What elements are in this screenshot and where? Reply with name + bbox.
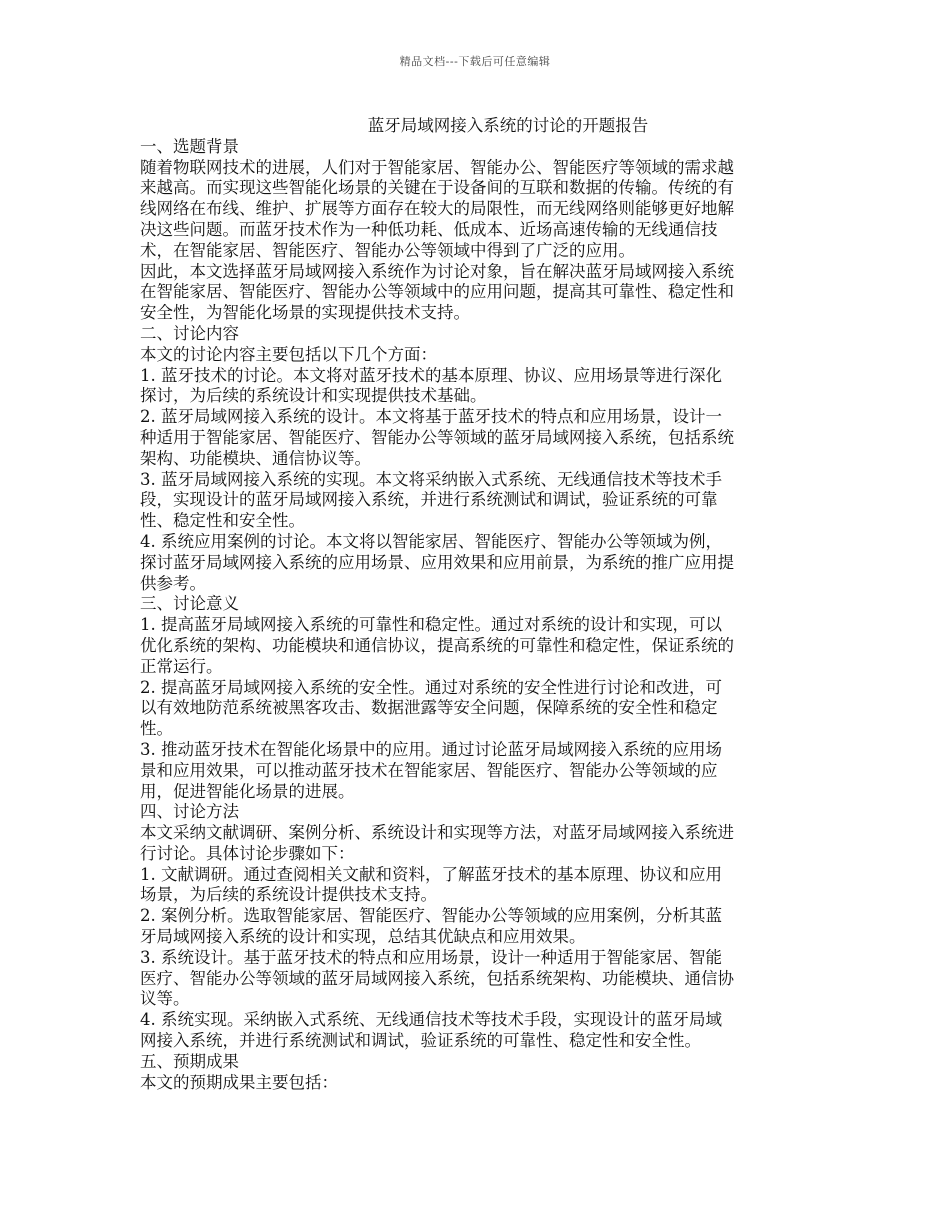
list-item-line: 3. 推动蓝牙技术在智能化场景中的应用。通过讨论蓝牙局域网接入系统的应用场 (140, 739, 722, 759)
list-item-line: 供参考。 (140, 573, 206, 593)
list-item-line: 种适用于智能家居、智能医疗、智能办公等领域的蓝牙局域网接入系统，包括系统 (140, 427, 734, 447)
list-item-line: 用，促进智能化场景的进展。 (140, 781, 355, 801)
paragraph-line: 线网络在布线、维护、扩展等方面存在较大的局限性，而无线网络则能够更好地解 (140, 199, 734, 219)
list-item-line: 景和应用效果，可以推动蓝牙技术在智能家居、智能医疗、智能办公等领域的应 (140, 760, 718, 780)
list-item-line: 场景，为后续的系统设计提供技术支持。 (140, 885, 437, 905)
list-item-line: 探讨蓝牙局域网接入系统的应用场景、应用效果和应用前景，为系统的推广应用提 (140, 552, 734, 572)
paragraph-line: 来越高。而实现这些智能化场景的关键在于设备间的互联和数据的传输。传统的有 (140, 178, 734, 198)
paragraph-line: 安全性，为智能化场景的实现提供技术支持。 (140, 303, 470, 323)
paragraph-line: 因此，本文选择蓝牙局域网接入系统作为讨论对象，旨在解决蓝牙局域网接入系统 (140, 261, 734, 281)
list-item-line: 2. 提高蓝牙局域网接入系统的安全性。通过对系统的安全性进行讨论和改进，可 (140, 677, 722, 697)
list-item-line: 4. 系统应用案例的讨论。本文将以智能家居、智能医疗、智能办公等领域为例， (140, 531, 722, 551)
list-item-line: 探讨，为后续的系统设计和实现提供技术基础。 (140, 386, 487, 406)
list-item-line: 性。 (140, 719, 173, 739)
list-item-line: 优化系统的架构、功能模块和通信协议，提高系统的可靠性和稳定性，保证系统的 (140, 635, 734, 655)
section-heading: 三、讨论意义 (140, 594, 239, 614)
list-item-line: 1. 文献调研。通过查阅相关文献和资料，了解蓝牙技术的基本原理、协议和应用 (140, 864, 722, 884)
paragraph-line: 本文采纳文献调研、案例分析、系统设计和实现等方法，对蓝牙局域网接入系统进 (140, 823, 734, 843)
document-title: 蓝牙局域网接入系统的讨论的开题报告 (367, 116, 649, 135)
list-item-line: 段，实现设计的蓝牙局域网接入系统，并进行系统测试和调试，验证系统的可靠 (140, 490, 718, 510)
list-item-line: 3. 系统设计。基于蓝牙技术的特点和应用场景，设计一种适用于智能家居、智能 (140, 947, 722, 967)
list-item-line: 1. 蓝牙技术的讨论。本文将对蓝牙技术的基本原理、协议、应用场景等进行深化 (140, 365, 722, 385)
list-item-line: 正常运行。 (140, 656, 223, 676)
list-item-line: 议等。 (140, 989, 190, 1009)
paragraph-line: 随着物联网技术的进展，人们对于智能家居、智能办公、智能医疗等领域的需求越 (140, 157, 734, 177)
section-heading: 五、预期成果 (140, 1051, 239, 1071)
list-item-line: 牙局域网接入系统的设计和实现，总结其优缺点和应用效果。 (140, 927, 586, 947)
section-heading: 一、选题背景 (140, 136, 239, 156)
list-item-line: 1. 提高蓝牙局域网接入系统的可靠性和稳定性。通过对系统的设计和实现，可以 (140, 615, 722, 635)
paragraph-line: 本文的讨论内容主要包括以下几个方面： (140, 344, 437, 364)
paragraph-line: 决这些问题。而蓝牙技术作为一种低功耗、低成本、近场高速传输的无线通信技 (140, 219, 718, 239)
paragraph-line: 术，在智能家居、智能医疗、智能办公等领域中得到了广泛的应用。 (140, 240, 635, 260)
header-watermark: 精品文档---下载后可任意编辑 (399, 55, 551, 68)
paragraph-line: 行讨论。具体讨论步骤如下： (140, 843, 355, 863)
document-body (140, 116, 816, 1093)
list-item-line: 3. 蓝牙局域网接入系统的实现。本文将采纳嵌入式系统、无线通信技术等技术手 (140, 469, 722, 489)
paragraph-line: 本文的预期成果主要包括： (140, 1072, 338, 1092)
section-heading: 二、讨论内容 (140, 323, 239, 343)
list-item-line: 2. 蓝牙局域网接入系统的设计。本文将基于蓝牙技术的特点和应用场景，设计一 (140, 407, 722, 427)
paragraph-line: 在智能家居、智能医疗、智能办公等领域中的应用问题，提高其可靠性、稳定性和 (140, 282, 734, 302)
list-item-line: 性、稳定性和安全性。 (140, 511, 305, 531)
list-item-line: 医疗、智能办公等领域的蓝牙局域网接入系统，包括系统架构、功能模块、通信协 (140, 968, 734, 988)
section-heading: 四、讨论方法 (140, 802, 239, 822)
list-item-line: 以有效地防范系统被黑客攻击、数据泄露等安全问题，保障系统的安全性和稳定 (140, 698, 718, 718)
list-item-line: 架构、功能模块、通信协议等。 (140, 448, 371, 468)
list-item-line: 4. 系统实现。采纳嵌入式系统、无线通信技术等技术手段，实现设计的蓝牙局域 (140, 1010, 722, 1030)
list-item-line: 2. 案例分析。选取智能家居、智能医疗、智能办公等领域的应用案例，分析其蓝 (140, 906, 722, 926)
list-item-line: 网接入系统，并进行系统测试和调试，验证系统的可靠性、稳定性和安全性。 (140, 1031, 701, 1051)
